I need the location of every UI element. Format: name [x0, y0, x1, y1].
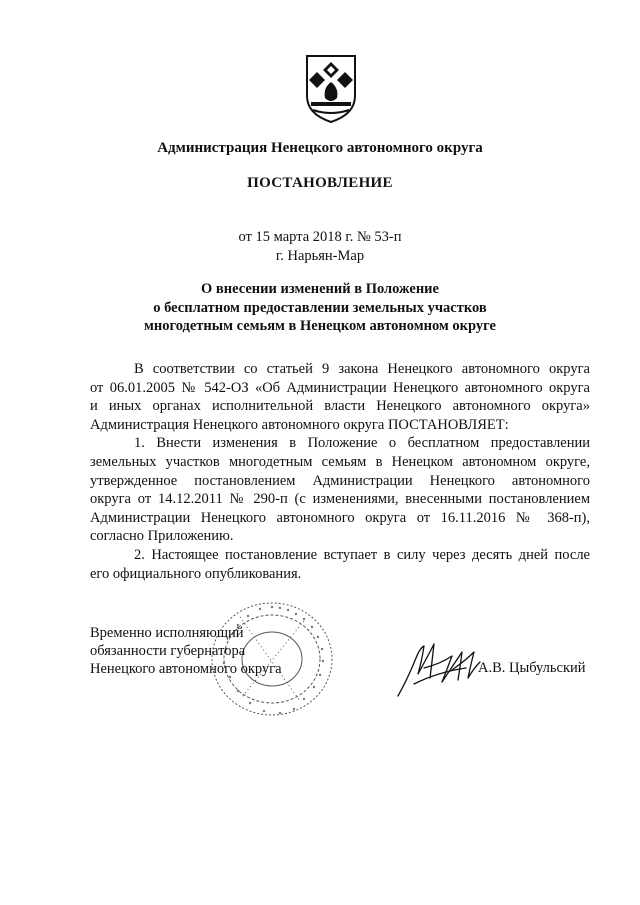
- paragraph-preamble: [90, 360, 590, 434]
- position-line: Временно исполняющий: [90, 625, 244, 641]
- text-line: Администрации Ненецкого автономного округа от 16.11.2016 № 368-п),: [90, 509, 590, 526]
- text-line: 1. Внести изменения в Положение о бесплатном предоставлении: [134, 435, 590, 452]
- signatory-position: [90, 624, 282, 678]
- text-line: земельных участков многодетным семьям в Ненецком автономном округе,: [90, 453, 590, 470]
- coat-of-arms-icon: [303, 52, 359, 124]
- paragraph-item-1: [90, 434, 590, 546]
- signatory-name: А.В. Цыбульский: [478, 660, 586, 676]
- title-line: о бесплатном предоставлении земельных участков: [153, 299, 487, 316]
- position-line: Ненецкого автономного округа: [90, 661, 282, 677]
- text-line: 2. Настоящее постановление вступает в силу через десять дней после: [134, 546, 590, 563]
- organization-heading: Администрация Ненецкого автономного округа: [157, 140, 483, 156]
- title-line: многодетным семьям в Ненецком автономном округе: [144, 318, 496, 334]
- date-number-line: от 15 марта 2018 г. № 53-п: [238, 229, 402, 245]
- city-line: г. Нарьян-Мар: [275, 248, 365, 264]
- text-line: его официального опубликования.: [90, 565, 302, 582]
- text-line: от 06.01.2005 № 542-ОЗ «Об Администрации Ненецкого автономного округа: [90, 379, 590, 396]
- position-line: обязанности губернатора: [90, 643, 246, 659]
- paragraph-item-2: [90, 546, 590, 583]
- text-line: округа от 14.12.2011 № 290-п (с изменениями, внесенными постановлением: [90, 491, 590, 508]
- text-line: и иных органах исполнительной власти Ненецкого автономного округа»: [90, 398, 590, 415]
- text-line: согласно Приложению.: [90, 528, 234, 545]
- document-type: ПОСТАНОВЛЕНИЕ: [247, 175, 393, 191]
- text-line: Администрация Ненецкого автономного округа ПОСТАНОВЛЯЕТ:: [90, 416, 509, 433]
- title-line: О внесении изменений в Положение: [201, 281, 439, 297]
- text-line: утвержденное постановлением Администрации Ненецкого автономного: [90, 472, 590, 489]
- document-title: [0, 280, 640, 336]
- text-line: В соответствии со статьей 9 закона Ненецкого автономного округа: [134, 361, 590, 377]
- document-body: [90, 360, 590, 583]
